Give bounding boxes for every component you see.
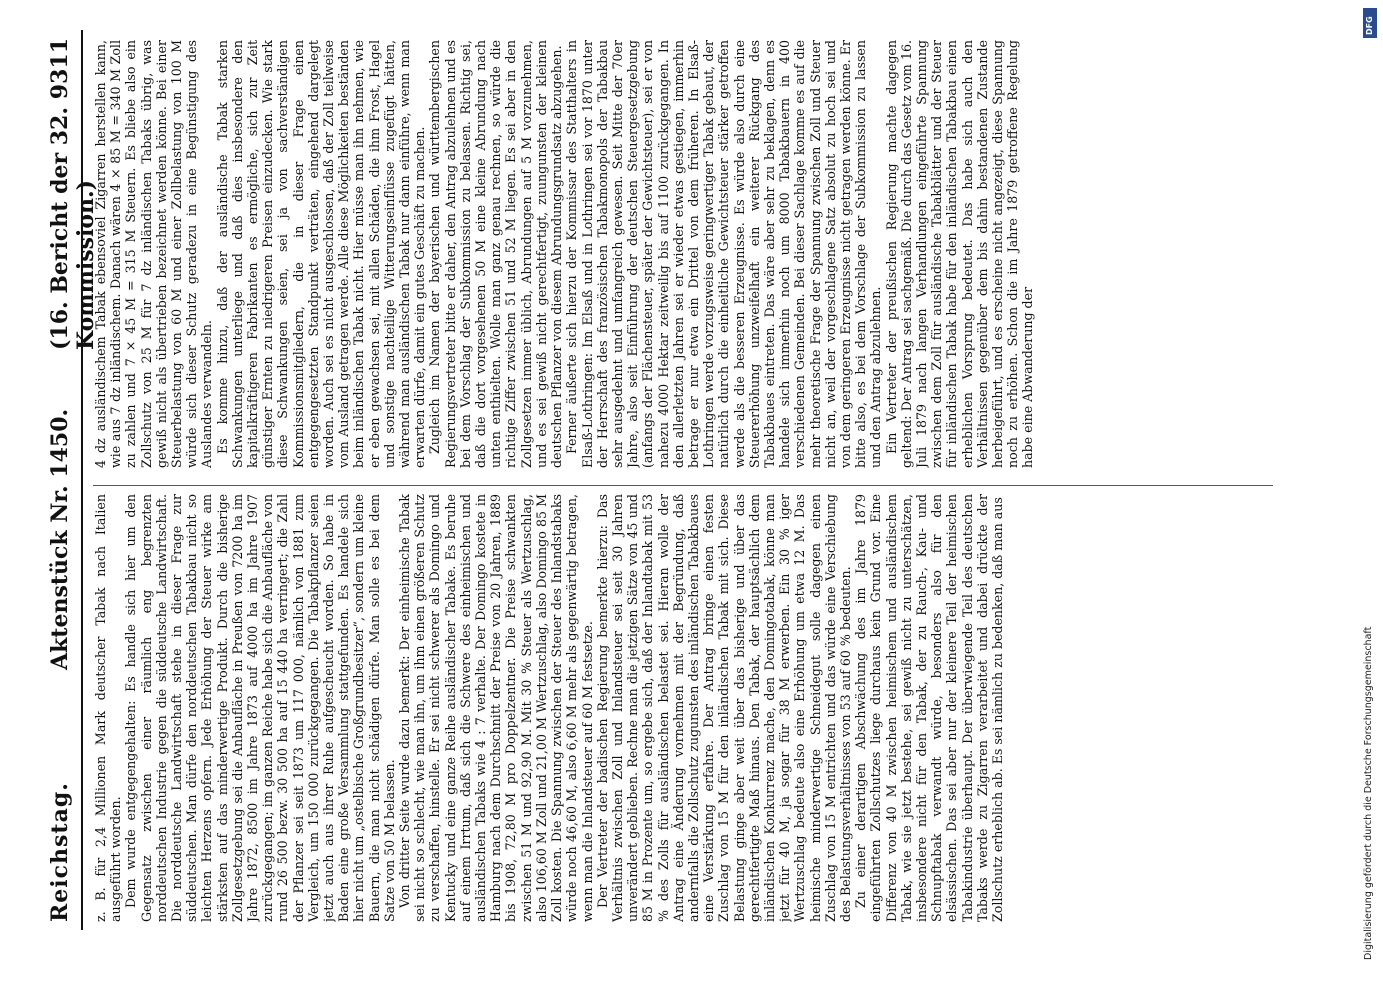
dfg-logo-text: DFG — [1365, 16, 1374, 35]
paragraph: Der Vertreter der badischen Regierung bemerkte hierzu: Das Verhältnis zwischen Zoll und Inlandsteuer sei seit 30 Jahren unverändert geblieben. Rechne man die jetzigen Sätze von 45 und 85 M in Prozente um, so ergebe sich, daß der Inlandtabak mit 53 % des Zolls für ausländischen belastet sei. Hieran wolle der Antrag eine Änderung vornehmen mit der Begründung, daß andernfalls die Zollschutz zugunsten des inländischen Tabakbaues eine Verstärkung erfahre. Der Antrag bringe einen festen Zuschlag von 15 M für den inländischen Tabak mit sich. Diese Belastung ginge aber weit über das bisherige und über das gerechtfertigte Maß hinaus. Den Tabak, der hauptsächlich dem inländischen Konkurrenz mache, den Domingotabak, könne man jetzt für 40 M, ja sogar für 38 M erwerben. Ein 30 % iger Wertzuschlag bedeute also eine Erhöhung um etwa 12 M. Das heimische minderwertige Schneidegut solle dagegen einen Zuschlag von 15 M entrichten und das würde eine Verschiebung des Belastungsverhältnisses von 53 auf 60 % bedeuten. — [594, 494, 853, 922]
paragraph: Von dritter Seite wurde dazu bemerkt: Der einheimische Tabak sei nicht so schlecht, wie man ihn, um ihm einen größeren Schutz zu verschaffen, hinstelle. Er sei nicht schwerer als Domingo und Kentucky und eine ganze Reihe ausländischer Tabake. Es beruhe auf einem Irrtum, daß sich die Schwere des einheimischen und ausländischen Tabaks wie 4 : 7 verhalte. Der Domingo kostete in Hamburg nach dem Durchschnitt der Preise von 20 Jahren, 1889 bis 1908, 72,80 M pro Doppelzentner. Die Preise schwankten zwischen 51 M und 92,90 M. Mit 30 % Steuer als Wertzuschlag, also 106,60 M Zoll und 21,00 M Wertzuschlag, also Domingo 85 M Zoll kosten. Die Spannung zwischen der Steuer des Inlandstabaks würde noch 46,60 M, also 6,60 M mehr als gegenwärtig betragen, wenn man die Inlandsteuer auf 60 M festsetze. — [397, 494, 595, 922]
page-number: 9311 — [47, 38, 73, 100]
digitization-note-text: Digitalisierung gefördert durch die Deutsche Forschungsgemeinschaft — [1363, 626, 1374, 960]
rotated-document-page — [41, 30, 1291, 930]
left-text-column — [93, 494, 1273, 922]
running-header — [41, 30, 99, 930]
header-reichstag: Reichstag. — [47, 782, 73, 922]
paragraph: Zugleich im Namen der bayerischen und württembergischen Regierungsvertreter bitte er daher, den Antrag abzulehnen und es bei dem Vorschlag der Subkommission zu belassen. Richtig sei, daß die dort vorgesehenen 50 M eine kleine Abrundung nach unten enthielten. Wolle man ganz genau rechnen, so würde die richtige Ziffer zwischen 51 und 52 M liegen. Es sei aber in den Zollgesetzen immer üblich, Abrundungen auf 5 M vorzunehmen, und es sei gewiß nicht gerechtfertigt, zuungunsten der kleinen deutschen Pflanzer von diesem Abrundungsgrundsatz abzugehen. — [427, 40, 565, 468]
column-divider — [93, 485, 1273, 486]
header-bericht: (16. Bericht der 32. Kommission.) — [47, 107, 99, 350]
paragraph: Ferner äußerte sich hierzu der Kommissar des Statthalters in Elsaß-Lothringen: Im Elsaß und in Lothringen sei vor 1870 unter der Herrschaft des französischen Tabakmonopols der Tabakbau sehr ausgedehnt und umfangreich gewesen. Seit Mitte der 70er Jahre, also seit Einführung der deutschen Steuergesetzgebung (anfangs der Flächensteuer, später der Gewichtsteuer), sei er von nahezu 4000 Hektar zeitweilig bis auf 1100 zurückgegangen. In den allerletzten Jahren sei er wieder etwas gestiegen, immerhin betrage er nur etwa ein Drittel von dem früheren. In Elsaß-Lothringen werde vorzugsweise geringwertiger Tabak gebaut, der natürlich durch die einheitliche Gewichtsteuer stärker getroffen werde als die besseren Erzeugnisse. Es würde also durch eine Steuererhöhung unzweifelhaft ein weiterer Rückgang des Tabakbaues eintreten. Das wäre aber sehr zu beklagen, denn es handele sich immerhin noch um 8000 Tabakbauern in 400 verschiedenen Gemeinden. Bei dieser Sachlage komme es auf die mehr theoretische Frage der Spannung zwischen Zoll und Steuer nicht an, weil der vorgeschlagene Satz absolut zu hoch sei und von dem geringeren Erzeugnisse nicht getragen werden könne. Er bitte also, es bei dem Vorschlage der Subkommission zu lassen und den Antrag abzulehnen. — [564, 40, 884, 468]
paragraph: Ein Vertreter der preußischen Regierung machte dagegen geltend: Der Antrag sei sachgemäß. Die durch das Gesetz vom 16. Juli 1879 nach langen Verhandlungen eingeführte Spannung zwischen dem Zoll für ausländische Tabakblätter und der Steuer für inländischen Tabak habe für den inländischen Tabakbau einen erheblichen Vorsprung bedeutet. Das habe sich auch den Verhältnissen gegenüber dem bis dahin bestandenen Zustande herbeigeführt, und es erscheine nicht angezeigt, diese Spannung noch zu erhöhen. Schon die im Jahre 1879 getroffene Regelung habe eine Abwanderung der — [883, 40, 1036, 468]
paragraph: Dem wurde entgegengehalten: Es handle sich hier um den Gegensatz zwischen einer räumlich eng begrenzten norddeutschen Industrie gegen die süddeutsche Landwirtschaft. Die norddeutsche Landwirtschaft stehe in dieser Frage zur süddeutschen. Man dürfe den norddeutschen Tabakbau nicht so leichten Herzens opfern. Jede Erhöhung der Steuer wirke am stärksten auf das minderwertige Produkt. Durch die bisherige Zollgesetzgebung sei die Anbaufläche in Preußen von 7200 ha im Jahre 1872, 8500 im Jahre 1873 auf 4000 ha im Jahre 1907 zurückgegangen; im ganzen Reiche habe sich die Anbaufläche von rund 26 500 bezw. 30 500 ha auf 15 440 ha verringert; die Zahl der Pflanzer sei seit 1873 um 117 000, nämlich von 1881 zum Vergleich, um 150 000 zurückgegangen. Die Tabakpflanzer seien jetzt auch aus ihrer Ruhe aufgescheucht worden. So habe in Baden eine große Versammlung stattgefunden. Es handele sich hier nicht um „ostelbische Großgrundbesitzer“, sondern um kleine Bauern, die man nicht schädigen dürfe. Man solle es bei dem Satze von 50 M belassen. — [123, 494, 397, 922]
paragraph: z. B. für 2,4 Millionen Mark deutscher Tabak nach Italien ausgeführt worden. — [93, 494, 124, 922]
paragraph: Es komme hinzu, daß der ausländische Tabak starken Schwankungen unterliege und daß dies insbesondere den kapitalkräftigeren Fabrikanten es ermögliche, sich zur Zeit günstiger Ernten zu niedrigeren Preisen einzudecken. Wie stark diese Schwankungen seien, sei ja von sachverständigen Kommissionsmitgliedern, die in dieser Frage einen entgegengesetzten Standpunkt verträten, eingehend dargelegt worden. Auch sei es nicht ausgeschlossen, daß der Zoll teilweise vom Ausland getragen werde. Alle diese Möglichkeiten beständen beim inländischen Tabak nicht. Hier müsse man ihn nehmen, wie er eben gewachsen sei, mit allen Schäden, die ihm Frost, Hagel und sonstige nachteilige Witterungseinflüsse zugefügt hätten, während man ausländischen Tabak nur dann einführe, wenn man erwarten dürfe, damit ein gutes Geschäft zu machen. — [214, 40, 428, 468]
paragraph: Zu einer derartigen Abschwächung des im Jahre 1879 eingeführten Zollschutzes liege durchaus kein Grund vor. Eine Differenz von 40 M zwischen heimischem und ausländischem Tabak, wie sie jetzt bestehe, sei gewiß nicht zu unterschätzen, insbesondere nicht für den Tabak, der zu Rauch-, Kau- und Schnupftabak verwandt würde, besonders also für den elsässischen. Das sei aber nur der kleinere Teil der heimischen Tabakindustrie überhaupt. Der überwiegende Teil des deutschen Tabaks werde zu Zigarren verarbeitet und dabei drückte der Zollschutz erheblich ab. Es sei nämlich zu bedenken, daß man aus — [853, 494, 1005, 922]
right-text-column — [93, 40, 1273, 468]
digitization-note — [1361, 0, 1381, 1000]
header-aktenstueck: Aktenstück Nr. 1450. — [47, 408, 73, 670]
dfg-logo — [1363, 8, 1377, 38]
paragraph: 4 dz ausländischem Tabak ebensoviel Zigarren herstellen kann, wie aus 7 dz inländischem. Danach wären 4 × 85 M = 340 M Zoll zu zahlen und 7 × 45 M = 315 M Steuern. Es bliebe also ein Zollschutz von 25 M für 7 dz inländischen Tabaks übrig, was gewiß nicht als übertrieben bezeichnet werden könne. Bei einer Steuerbelastung von 60 M und einer Zollbelastung von 100 M würde sich dieser Schutz geradezu in eine Begünstigung des Auslandes verwandeln. — [93, 40, 215, 468]
